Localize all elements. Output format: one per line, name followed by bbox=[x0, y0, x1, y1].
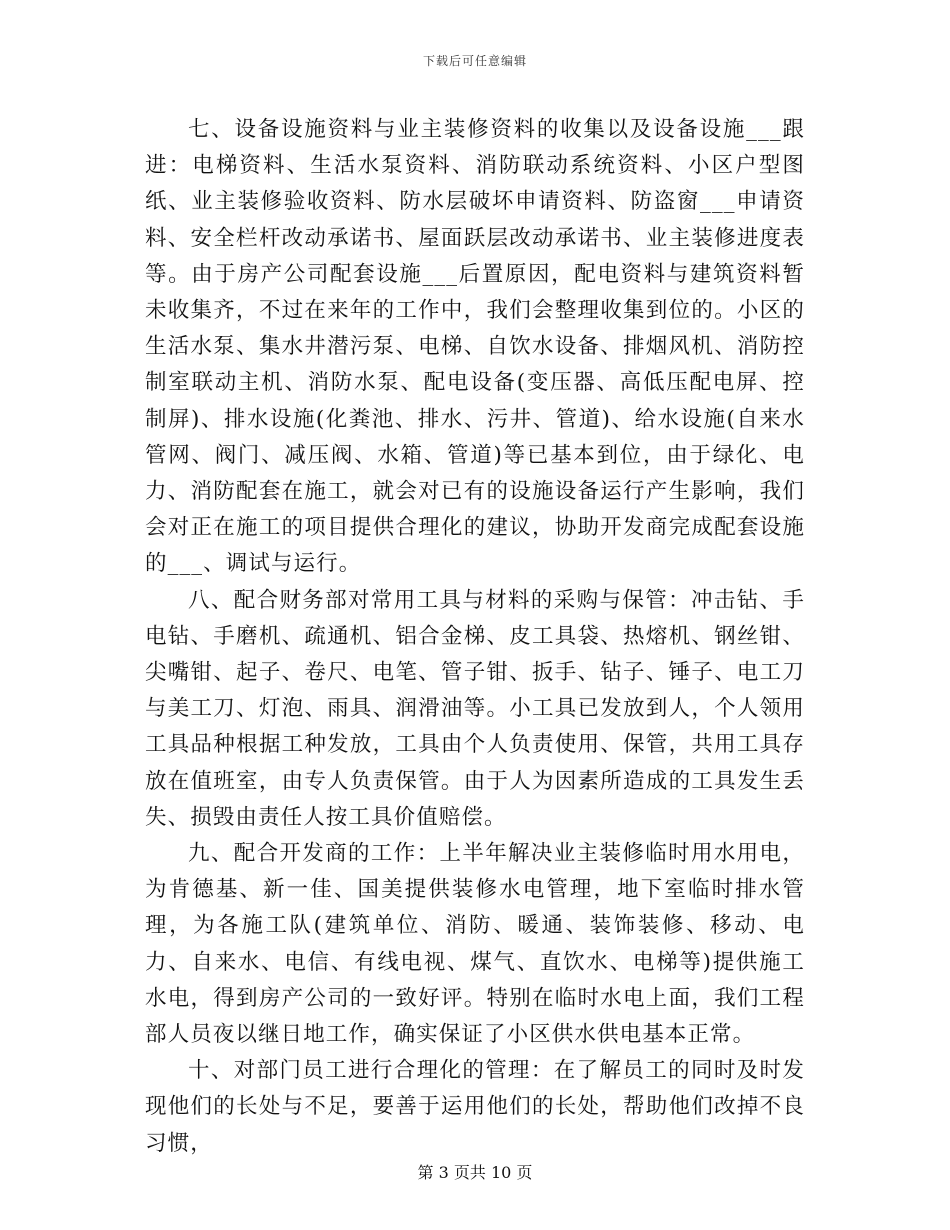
document-body bbox=[145, 112, 805, 1162]
page-number-footer: 第 3 页共 10 页 bbox=[417, 1163, 533, 1182]
page-header-note: 下载后可任意编辑 bbox=[422, 54, 527, 68]
paragraph-section-10: 十、对部门员工进行合理化的管理：在了解员工的同时及时发现他们的长处与不足，要善于运用他们的长处，帮助他们改掉不良习惯， bbox=[145, 1058, 805, 1156]
paragraph-section-9: 九、配合开发商的工作：上半年解决业主装修临时用水用电，为肯德基、新一佳、国美提供装修水电管理，地下室临时排水管理，为各施工队(建筑单位、消防、暖通、装饰装修、移动、电力、自来水、电信、有线电视、煤气、直饮水、电梯等)提供施工水电，得到房产公司的一致好评。特别在临时水电上面，我们工程部人员夜以继日地工作，确实保证了小区供水供电基本正常。 bbox=[145, 841, 805, 1048]
paragraph-section-8: 八、配合财务部对常用工具与材料的采购与保管：冲击钻、手电钻、手磨机、疏通机、铝合金梯、皮工具袋、热熔机、钢丝钳、尖嘴钳、起子、卷尺、电笔、管子钳、扳手、钻子、锤子、电工刀与美工刀、灯泡、雨具、润滑油等。小工具已发放到人，个人领用工具品种根据工种发放，工具由个人负责使用、保管，共用工具存放在值班室，由专人负责保管。由于人为因素所造成的工具发生丢失、损毁由责任人按工具价值赔偿。 bbox=[145, 587, 805, 830]
paragraph-section-7: 七、设备设施资料与业主装修资料的收集以及设备设施___跟进：电梯资料、生活水泵资料、消防联动系统资料、小区户型图纸、业主装修验收资料、防水层破坏申请资料、防盗窗___申请资料、安全栏杆改动承诺书、屋面跃层改动承诺书、业主装修进度表等。由于房产公司配套设施___后置原因，配电资料与建筑资料暂未收集齐，不过在来年的工作中，我们会整理收集到位的。小区的生活水泵、集水井潜污泵、电梯、自饮水设备、排烟风机、消防控制室联动主机、消防水泵、配电设备(变压器、高低压配电屏、控制屏)、排水设施(化粪池、排水、污井、管道)、给水设施(自来水管网、阀门、减压阀、水箱、管道)等已基本到位，由于绿化、电力、消防配套在施工，就会对已有的设施设备运行产生影响，我们会对正在施工的项目提供合理化的建议，协助开发商完成配套设施的___、调试与运行。 bbox=[145, 117, 805, 577]
